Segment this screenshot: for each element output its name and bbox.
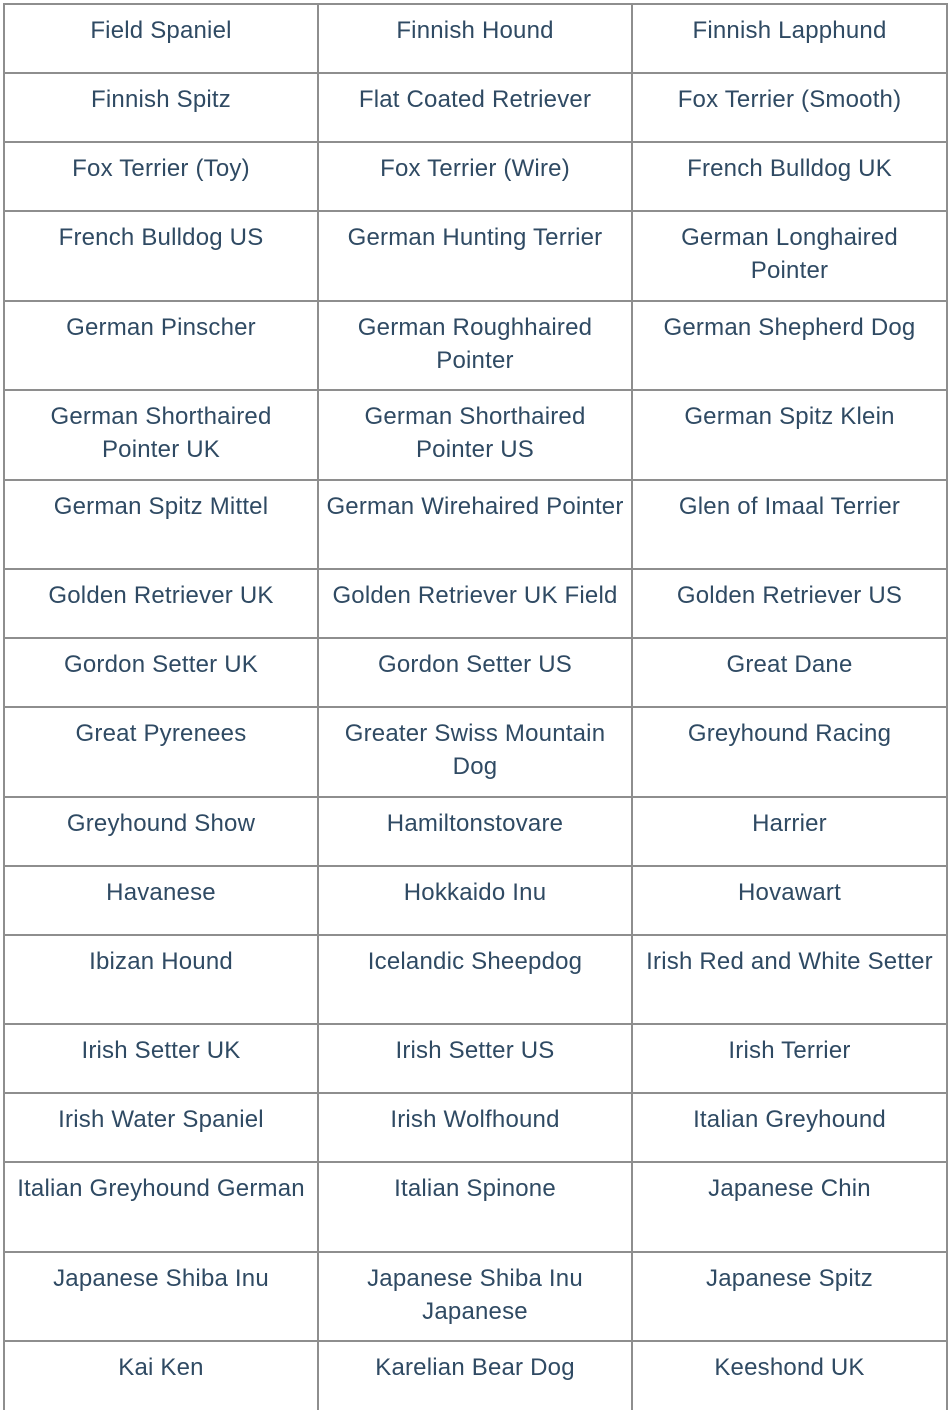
table-cell: German Roughhaired Pointer [318, 301, 632, 391]
table-cell: Fox Terrier (Toy) [4, 142, 318, 211]
table-row [4, 301, 947, 391]
table-cell: French Bulldog US [4, 211, 318, 301]
table-cell: Karelian Bear Dog [318, 1341, 632, 1410]
table-row [4, 211, 947, 301]
table-cell: Harrier [632, 797, 947, 866]
table-row [4, 707, 947, 797]
table-cell: Greater Swiss Mountain Dog [318, 707, 632, 797]
table-row [4, 73, 947, 142]
table-cell: Gordon Setter US [318, 638, 632, 707]
table-cell: Irish Water Spaniel [4, 1093, 318, 1162]
table-row [4, 390, 947, 480]
table-row [4, 1341, 947, 1410]
table-cell: Flat Coated Retriever [318, 73, 632, 142]
table-cell: Italian Spinone [318, 1162, 632, 1252]
table-cell: Golden Retriever UK [4, 569, 318, 638]
table-row [4, 569, 947, 638]
table-cell: Japanese Shiba Inu [4, 1252, 318, 1342]
table-cell: Fox Terrier (Smooth) [632, 73, 947, 142]
table-cell: Kai Ken [4, 1341, 318, 1410]
table-cell: Keeshond UK [632, 1341, 947, 1410]
table-row [4, 4, 947, 73]
table-cell: German Spitz Mittel [4, 480, 318, 570]
table-cell: Golden Retriever UK Field [318, 569, 632, 638]
table-cell: Hamiltonstovare [318, 797, 632, 866]
table-cell: Irish Wolfhound [318, 1093, 632, 1162]
table-cell: Great Dane [632, 638, 947, 707]
table-cell: Irish Terrier [632, 1024, 947, 1093]
table-cell: Irish Red and White Setter [632, 935, 947, 1025]
table-row [4, 480, 947, 570]
table-cell: French Bulldog UK [632, 142, 947, 211]
table-cell: German Shorthaired Pointer US [318, 390, 632, 480]
table-row [4, 935, 947, 1025]
table-cell: Japanese Spitz [632, 1252, 947, 1342]
table-cell: Great Pyrenees [4, 707, 318, 797]
table-cell: Gordon Setter UK [4, 638, 318, 707]
table-cell: Fox Terrier (Wire) [318, 142, 632, 211]
table-cell: Hokkaido Inu [318, 866, 632, 935]
table-cell: German Wirehaired Pointer [318, 480, 632, 570]
table-cell: German Hunting Terrier [318, 211, 632, 301]
table-cell: Japanese Shiba Inu Japanese [318, 1252, 632, 1342]
table-row [4, 797, 947, 866]
table-row [4, 1252, 947, 1342]
table-cell: Italian Greyhound German [4, 1162, 318, 1252]
table-cell: Greyhound Racing [632, 707, 947, 797]
table-cell: Greyhound Show [4, 797, 318, 866]
table-cell: German Spitz Klein [632, 390, 947, 480]
table-cell: Golden Retriever US [632, 569, 947, 638]
table-row [4, 866, 947, 935]
table-cell: Irish Setter US [318, 1024, 632, 1093]
table-cell: German Shepherd Dog [632, 301, 947, 391]
table-cell: Irish Setter UK [4, 1024, 318, 1093]
table-cell: German Longhaired Pointer [632, 211, 947, 301]
table-row [4, 142, 947, 211]
table-cell: Italian Greyhound [632, 1093, 947, 1162]
table-row [4, 1162, 947, 1252]
table-cell: Finnish Hound [318, 4, 632, 73]
table-cell: Glen of Imaal Terrier [632, 480, 947, 570]
table-cell: Field Spaniel [4, 4, 318, 73]
table-cell: Icelandic Sheepdog [318, 935, 632, 1025]
table-cell: Hovawart [632, 866, 947, 935]
table-row [4, 1093, 947, 1162]
breed-table [3, 3, 948, 1410]
table-cell: Japanese Chin [632, 1162, 947, 1252]
table-cell: Finnish Spitz [4, 73, 318, 142]
table-cell: Ibizan Hound [4, 935, 318, 1025]
table-cell: Finnish Lapphund [632, 4, 947, 73]
table-cell: Havanese [4, 866, 318, 935]
table-cell: German Pinscher [4, 301, 318, 391]
table-row [4, 1024, 947, 1093]
table-row [4, 638, 947, 707]
table-cell: German Shorthaired Pointer UK [4, 390, 318, 480]
